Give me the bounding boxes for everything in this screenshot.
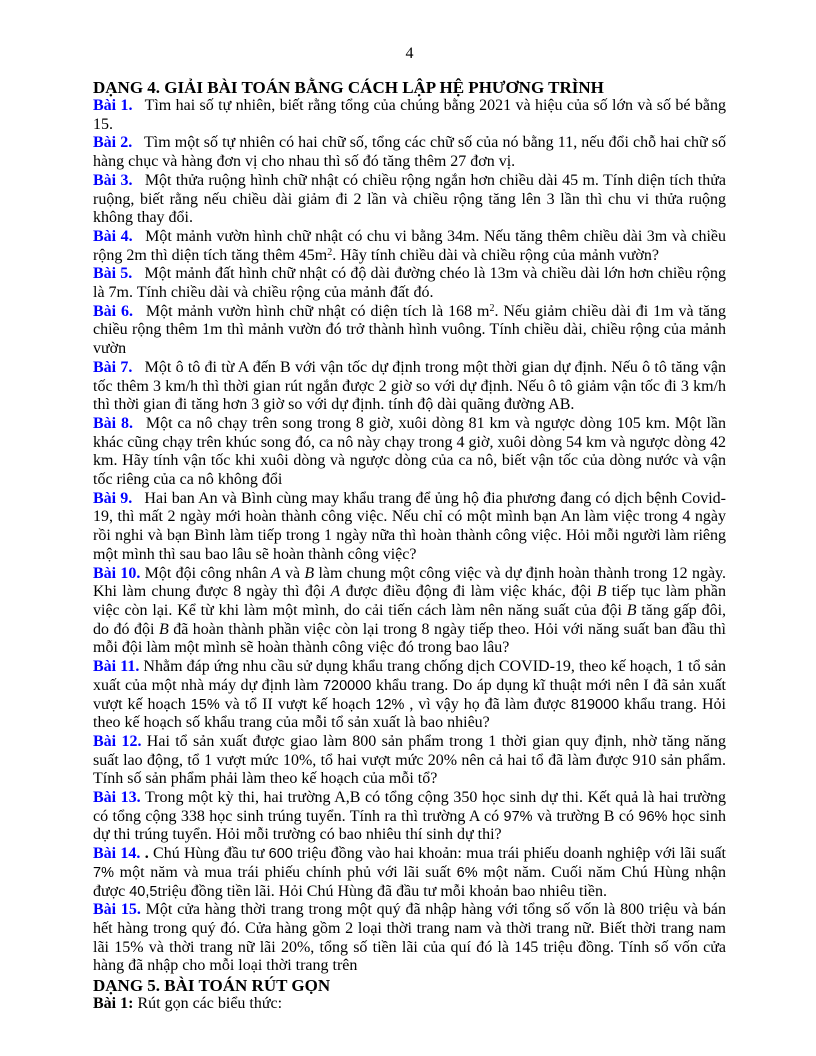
text-segment: triệu đồng vào hai khoản: mua trái phiếu doanh nghiệp với lãi suất [292, 845, 727, 863]
problem-label: Bài 12. [93, 732, 142, 750]
text-segment: 15% [190, 696, 220, 713]
text-segment: Một ca nô chạy trên song trong 8 giờ, xuôi dòng 81 km và ngược dòng 105 km. Một lần khác cũng chạy trên khúc song đó, ca nô này chạy trong 4 giờ, xuôi dòng 54 km và ngược dòng 42 km. Hãy tính vận tốc khi xuôi dòng và ngược dòng của ca nô, biết vận tốc của dòng nước và vận tốc riêng của ca nô không đổi [93, 414, 726, 489]
problem [93, 97, 726, 134]
text-segment: khẩu trang. Do áp dụng kĩ thuật mới nên I đã sản xuất vượt kế hoạch [93, 676, 727, 713]
problem [93, 658, 726, 733]
problem-label: Bài 4. [93, 227, 133, 245]
text-segment: Một ô tô đi từ A đến B với vận tốc dự định trong một thời gian dự định. Nếu ô tô tăng vận tốc thêm 3 km/h thì thời gian rút ngắn được 2 giờ so với dự định. Nếu ô tô giảm vận tốc đi 3 km/h thì thời gian đi tăng hơn 3 giờ so với dự định. tính độ dài quãng đường AB. [93, 358, 727, 414]
problem [93, 265, 726, 302]
text-segment: Một mảnh vườn hình chữ nhật có diện tích là 168 m [133, 302, 490, 320]
text-segment: đã hoàn thành phần việc còn lại trong 8 ngày tiếp theo. Hỏi với năng suất ban đầu thì mỗi đội làm một mình sẽ hoàn thành công việc đó trong bao lâu? [93, 620, 726, 657]
problem [93, 565, 726, 659]
problem [93, 415, 726, 490]
problem-label: Bài 10. [93, 564, 141, 582]
text-segment: 720000 [322, 677, 372, 694]
text-segment: 7% [93, 864, 114, 881]
text-segment: Một đội công nhân [140, 564, 272, 582]
text-segment: B [304, 564, 315, 582]
section-heading: DẠNG 5. BÀI TOÁN RÚT GỌN [93, 976, 331, 996]
text-segment: Chú Hùng đầu tư [148, 845, 269, 863]
text-segment: Hai tổ sản xuất được giao làm 800 sản phẩm trong 1 thời gian quy định, nhờ tăng năng suất lao động, tổ 1 vượt mức 10%, tổ hai vượt mức 20% nên cả hai tổ đã làm được 910 sản phẩm. Tính số sản phẩm phải làm theo kế hoạch của mỗi tổ? [93, 732, 726, 788]
text-segment: B [596, 583, 607, 601]
text-segment: 12% [375, 696, 405, 713]
text-segment: . [140, 845, 149, 863]
text-segment: 2 [327, 246, 333, 258]
text-segment: Một thửa ruộng hình chữ nhật có chiều rộng ngắn hơn chiều dài 45 m. Tính diện tích thửa ruộng, biết rằng nếu chiều dài giảm đi 2 lần và chiều rộng tăng lên 3 lần thì chu vi thửa ruộng không thay đổi. [93, 171, 726, 227]
text-segment: học sinh dự thi trúng tuyển. Hỏi mỗi trường có bao nhiêu thí sinh dự thi? [93, 807, 726, 844]
page-number: 4 [405, 45, 414, 62]
problem-label: Bài 13. [93, 789, 141, 807]
text-segment: 2 [489, 302, 495, 314]
text-segment: . Hãy tính chiều dài và chiều rộng của mảnh vườn? [332, 246, 659, 264]
text-segment: 6% [456, 864, 478, 881]
text-segment: Một mảnh vườn hình chữ nhật có chu vi bằng 34m. Nếu tăng thêm chiều dài 3m và chiều rộng 2m thì diện tích tăng thêm 45m [93, 227, 726, 264]
text-segment: A [330, 583, 341, 601]
problem-label: Bài 1: [93, 995, 134, 1013]
problem [93, 359, 726, 415]
text-segment: khẩu trang. Hỏi theo kế hoạch số khẩu trang của mỗi tổ sản xuất là bao nhiêu? [93, 695, 726, 732]
problem-label: Bài 15. [93, 901, 141, 919]
text-segment: Một mảnh đất hình chữ nhật có độ dài đường chéo là 13m và chiều dài lớn hơn chiều rộng là 7m. Tính chiều dài và chiều rộng của mảnh đất đó. [93, 265, 726, 302]
text-segment: 40,5 [129, 883, 158, 900]
text-segment: làm chung một công việc và dự định hoàn thành trong 12 ngày. Khi làm chung được 8 ngày thì đội [93, 564, 727, 601]
problem-label: Bài 5. [93, 265, 133, 283]
document-content [93, 78, 726, 1014]
problem [93, 901, 726, 976]
problem-label: Bài 8. [93, 414, 133, 432]
text-segment: một năm và mua trái phiếu chính phủ với lãi suất [113, 863, 457, 881]
text-segment: 96% [638, 808, 668, 825]
text-segment: A [271, 564, 281, 582]
text-segment: tiếp tục làm phần việc còn lại. Kể từ khi làm một mình, do cải tiến cách làm nên năng suất của đội [93, 583, 727, 619]
problem-label: Bài 6. [93, 302, 134, 320]
problem-label: Bài 3. [93, 171, 133, 189]
text-segment: được điều động đi làm việc khác, đội [340, 583, 597, 601]
text-segment: Tìm hai số tự nhiên, biết rằng tổng của chúng bằng 2021 và hiệu của số lớn và số bé bằng 15. [93, 97, 726, 133]
problem [93, 303, 726, 359]
text-segment: . Nếu giảm chiều dài đi 1m và tăng chiều rộng thêm 1m thì mảnh vườn đó trở thành hình vuông. Tính chiều dài, chiều rộng của mảnh vườn [93, 302, 727, 358]
problem [93, 789, 726, 845]
problem-label: Bài 7. [93, 358, 133, 376]
text-segment: 819000 [570, 696, 620, 713]
problem [93, 490, 726, 565]
problem-label: Bài 1. [93, 97, 133, 114]
problem-label: Bài 11. [93, 658, 140, 676]
text-segment: Rút gọn các biểu thức: [133, 995, 283, 1013]
problem-label: Bài 2. [93, 134, 133, 152]
problem [93, 995, 726, 1014]
text-segment: và trường B có [532, 807, 639, 825]
problem [93, 733, 726, 789]
problem [93, 228, 726, 265]
text-segment: Tìm một số tự nhiên có hai chữ số, tổng các chữ số của nó bằng 11, nếu đổi chỗ hai chữ số hàng chục và hàng đơn vị cho nhau thì số đó tăng thêm 27 đơn vị. [93, 134, 726, 171]
problem-label: Bài 9. [93, 489, 133, 507]
text-segment: và [280, 564, 305, 582]
text-segment: 97% [503, 808, 533, 825]
problem [93, 134, 726, 171]
section-heading: DẠNG 4. GIẢI BÀI TOÁN BẰNG CÁCH LẬP HỆ PHƯƠNG TRÌNH [93, 78, 604, 97]
text-segment: B [626, 601, 637, 619]
text-segment: Hai ban An và Bình cùng may khẩu trang để ủng hộ đia phương đang có dịch bệnh Covid-19, thì mất 2 ngày mới hoàn thành công việc. Nếu chỉ có một mình bạn An làm việc trong 4 ngày rồi nghi và bạn Bình làm tiếp trong 1 ngày nữa thì hoàn thành công việc. Hỏi mỗi người làm riêng một mình thì sau bao lâu sẽ hoàn thành công việc? [93, 489, 727, 563]
text-segment: , vì vậy họ đã làm được [404, 695, 571, 713]
text-segment: 600 [268, 846, 293, 863]
problem-label: Bài 14. [93, 845, 141, 863]
text-segment: B [158, 620, 169, 638]
problem [93, 845, 726, 901]
text-segment: Nhằm đáp ứng nhu cầu sử dụng khẩu trang chống dịch COVID-19, theo kế hoạch, 1 tổ sản xuất của một nhà máy dự định làm [93, 658, 727, 694]
problem [93, 172, 726, 228]
text-segment: và tổ II vượt kế hoạch [219, 695, 376, 713]
text-segment: một năm. Cuối năm Chú Hùng nhận được [93, 863, 726, 900]
text-segment: tăng gấp đôi, do đó đội [93, 601, 727, 638]
text-segment: triệu đồng tiền lãi. Hỏi Chú Hùng đã đầu tư mỗi khoản bao nhiêu tiền. [157, 882, 607, 900]
text-segment: Trong một kỳ thi, hai trường A,B có tổng cộng 350 học sinh dự thi. Kết quả là hai trường có tổng cộng 338 học sinh trúng tuyển. Tính ra thì trường A có [93, 789, 726, 825]
text-segment: Một cửa hàng thời trang trong một quý đã nhập hàng với tổng số vốn là 800 triệu và bán hết hàng trong quý đó. Cửa hàng gồm 2 loại thời trang nam và thời trang nữ. Biết thời trang nam lãi 15% và thời trang nữ lãi 20%, tổng số tiền lãi của quí đó là 145 triệu đồng. Tính số vốn cửa hàng đã nhập cho mỗi loại thời trang trên [93, 901, 726, 975]
